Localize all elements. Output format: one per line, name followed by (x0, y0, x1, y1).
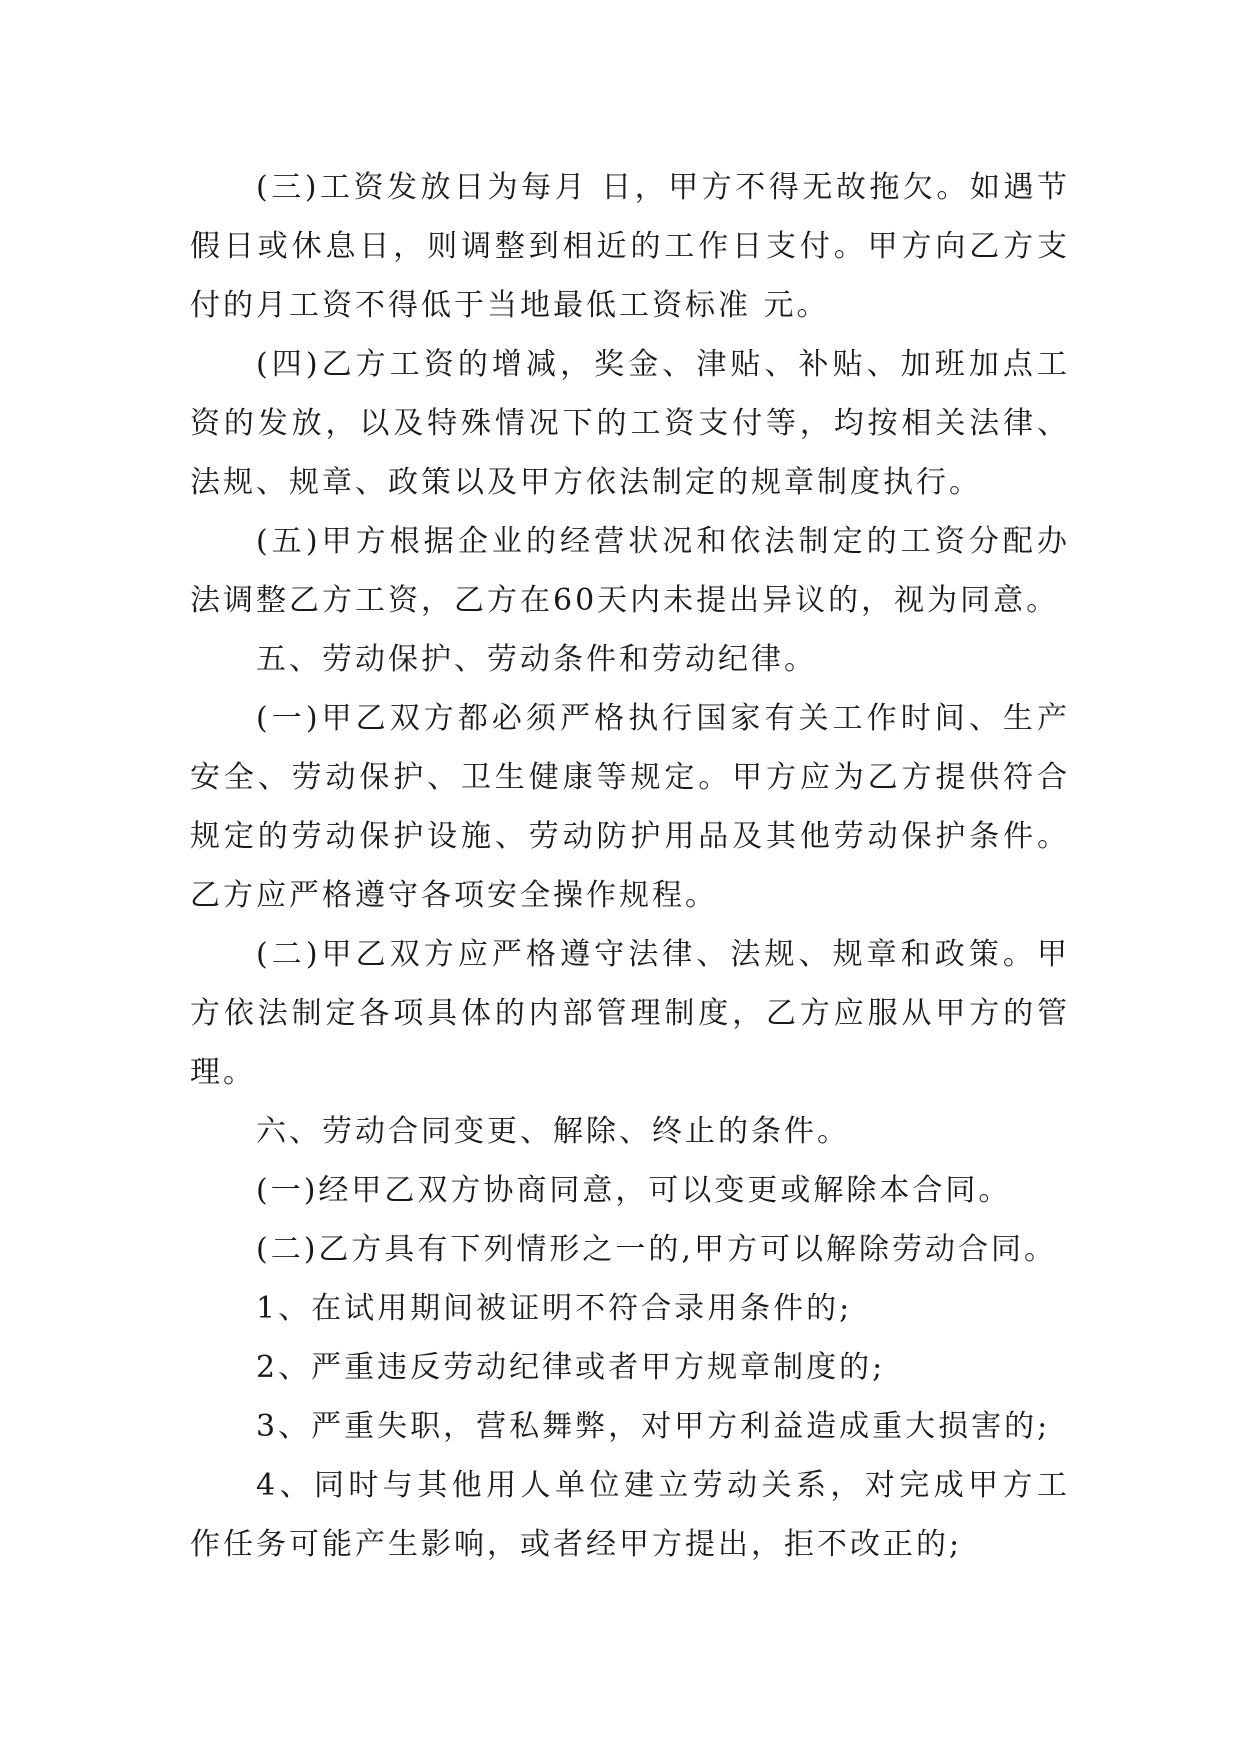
list-item-discipline-violation: 2、严重违反劳动纪律或者甲方规章制度的; (256, 1350, 886, 1385)
section-heading-contract-change: 六、劳动合同变更、解除、终止的条件。 (256, 1114, 850, 1149)
list-item-dual-employment: 4、同时与其他用人单位建立劳动关系，对完成甲方工作任务可能产生影响，或者经甲方提出，拒不改正的; (190, 1468, 1070, 1562)
paragraph-mutual-agreement: (一)经甲乙双方协商同意，可以变更或解除本合同。 (256, 1173, 1012, 1208)
list-item-probation: 1、在试用期间被证明不符合录用条件的; (256, 1291, 853, 1326)
section-heading-labor-protection: 五、劳动保护、劳动条件和劳动纪律。 (256, 642, 817, 677)
paragraph-wage-adjustment-rules: (四)乙方工资的增减，奖金、津贴、补贴、加班加点工资的发放，以及特殊情况下的工资支付等，均按相关法律、法规、规章、政策以及甲方依法制定的规章制度执行。 (190, 347, 1070, 500)
paragraph-wage-payment-day: (三)工资发放日为每月 日，甲方不得无故拖欠。如遇节假日或休息日，则调整到相近的工作日支付。甲方向乙方支付的月工资不得低于当地最低工资标准 元。 (190, 170, 1070, 323)
list-item-dereliction: 3、严重失职，营私舞弊，对甲方利益造成重大损害的; (256, 1409, 1051, 1444)
document-body (190, 158, 1070, 1574)
paragraph-compliance-management: (二)甲乙双方应严格遵守法律、法规、规章和政策。甲方依法制定各项具体的内部管理制度，乙方应服从甲方的管理。 (190, 937, 1070, 1090)
paragraph-safety-regulations: (一)甲乙双方都必须严格执行国家有关工作时间、生产安全、劳动保护、卫生健康等规定。甲方应为乙方提供符合规定的劳动保护设施、劳动防护用品及其他劳动保护条件。乙方应严格遵守各项安全操作规程。 (190, 701, 1070, 913)
paragraph-termination-conditions: (二)乙方具有下列情形之一的,甲方可以解除劳动合同。 (256, 1232, 1057, 1267)
paragraph-wage-distribution: (五)甲方根据企业的经营状况和依法制定的工资分配办法调整乙方工资，乙方在60天内未提出异议的，视为同意。 (190, 524, 1070, 618)
